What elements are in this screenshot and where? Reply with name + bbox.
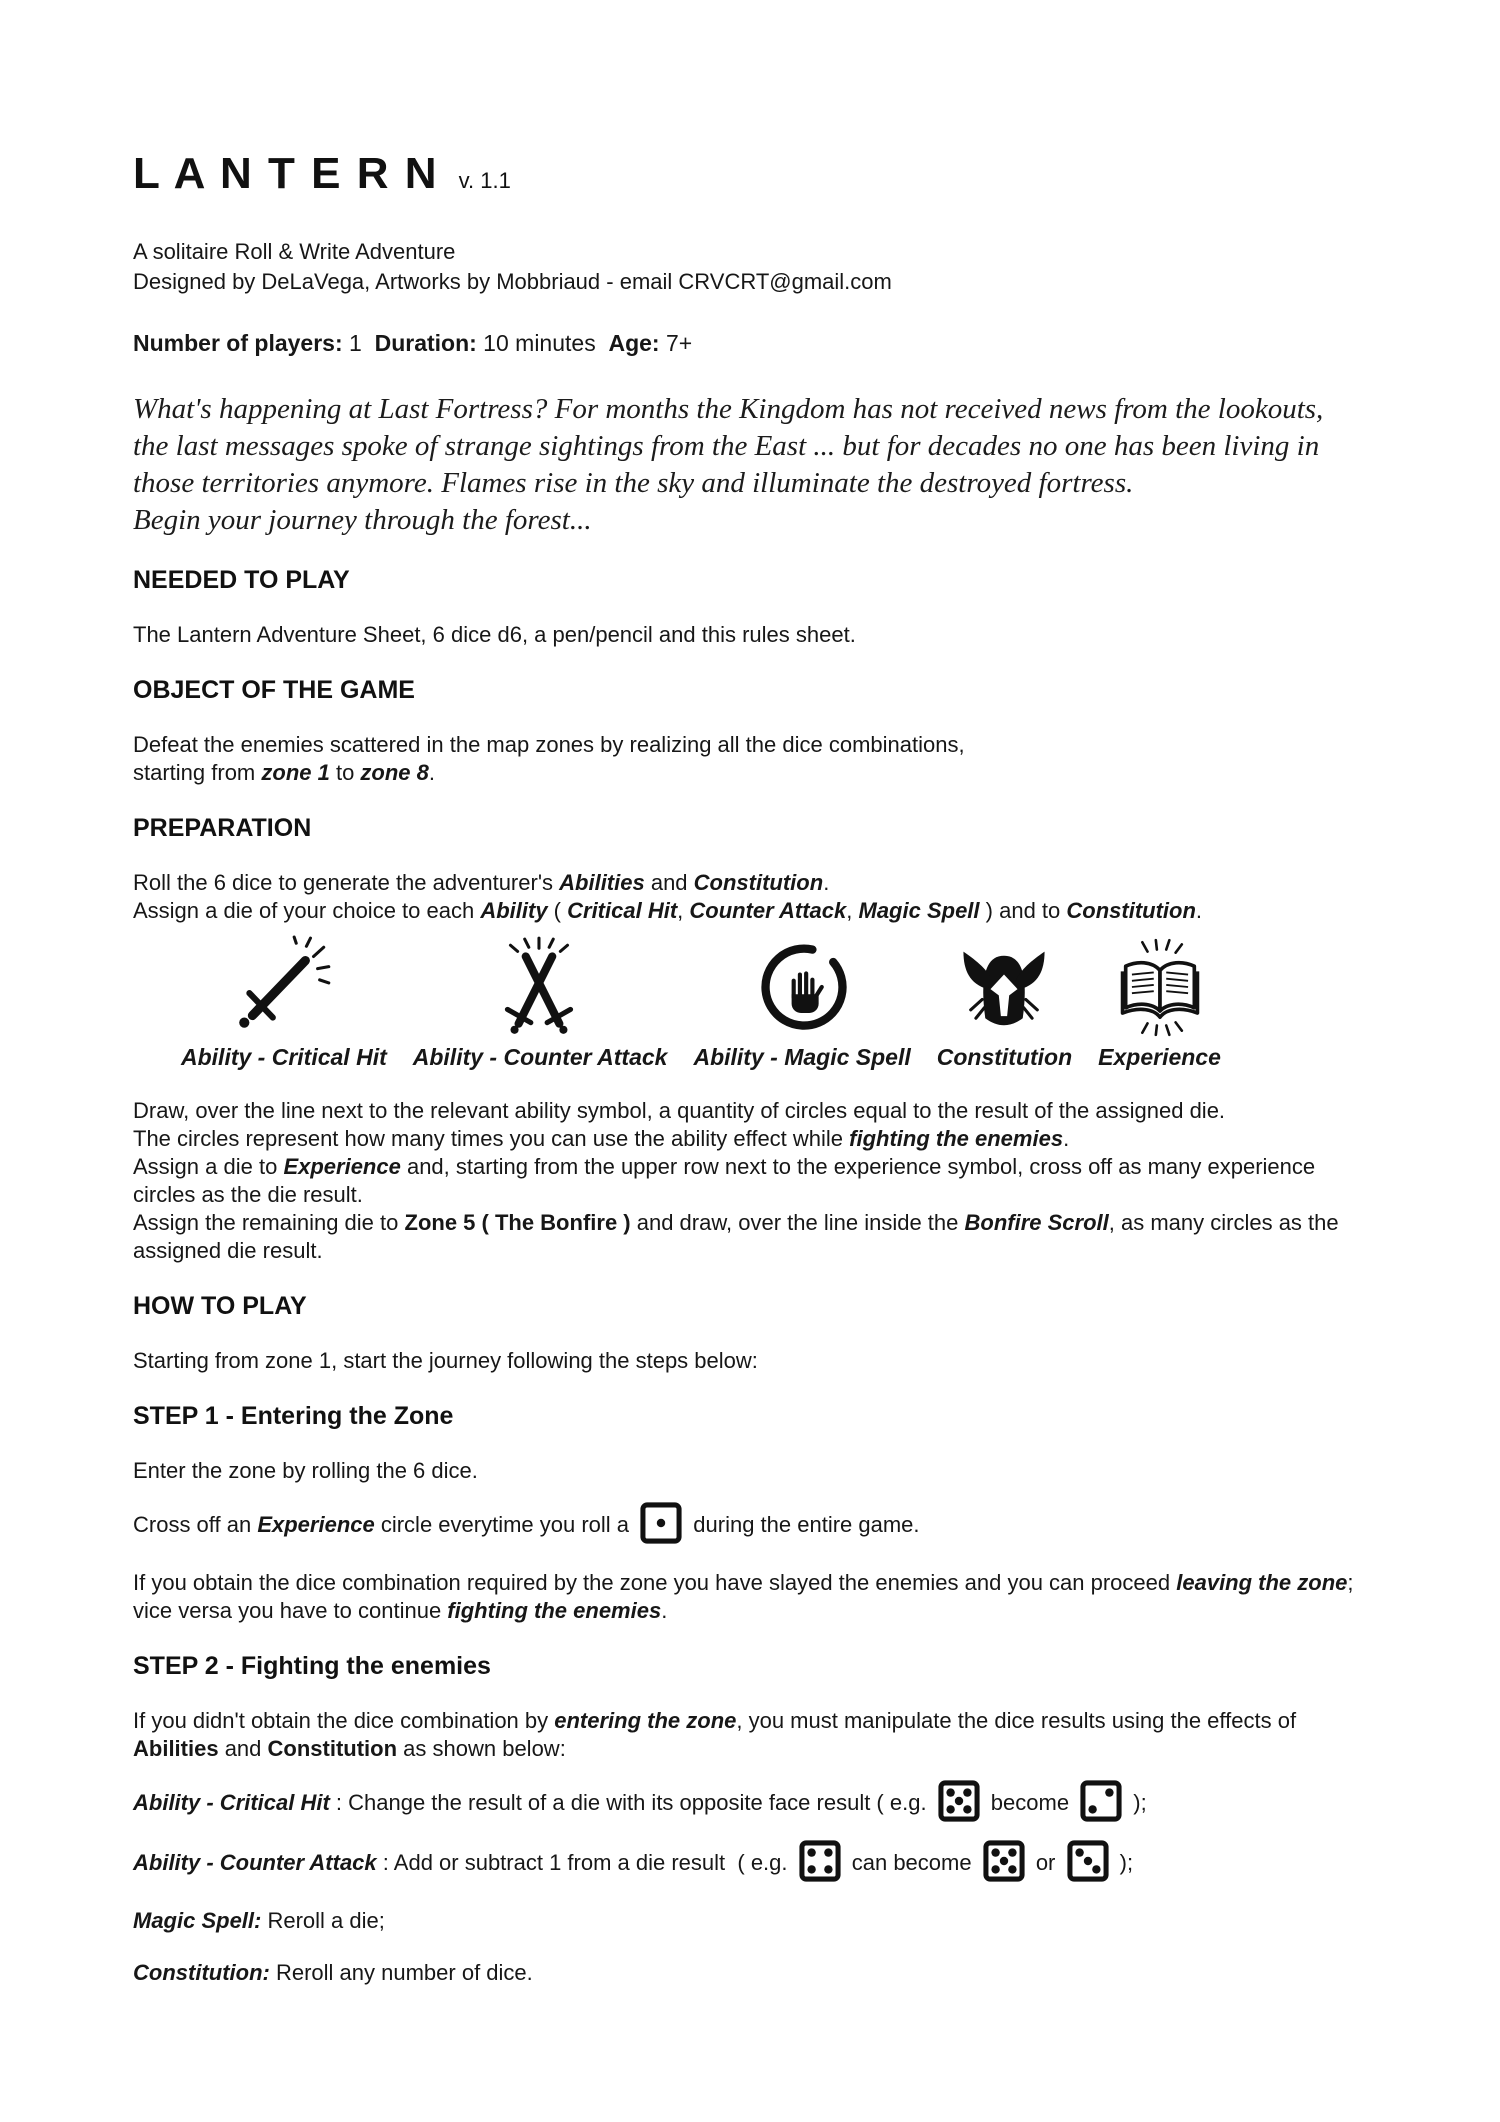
text-segment: Assign a die of your choice to each	[133, 898, 481, 923]
text-segment: Duration:	[374, 330, 477, 356]
icon-label-constitution: Constitution	[936, 1044, 1073, 1070]
text-segment: starting from	[133, 760, 262, 785]
step2-constitution-rule	[133, 1959, 1380, 1987]
text-segment: : Change the result of a die with its opposite face result ( e.g.	[329, 1790, 933, 1815]
text-segment: entering the zone	[554, 1708, 737, 1733]
text-segment: Ability - Counter Attack	[133, 1850, 377, 1875]
heading-needed-to-play: NEEDED TO PLAY	[133, 566, 350, 594]
step1-roll-line: Enter the zone by rolling the 6 dice.	[133, 1458, 478, 1483]
game-meta	[133, 329, 1380, 357]
text-segment: Counter Attack	[689, 898, 847, 923]
text-segment: );	[1127, 1790, 1147, 1815]
text-segment: Zone 5 ( The Bonfire )	[404, 1210, 631, 1235]
die-3-icon	[1067, 1839, 1109, 1883]
text-segment: Experience	[257, 1512, 375, 1537]
icon-label-counter-attack: Ability - Counter Attack	[412, 1044, 668, 1070]
icon-label-critical-hit: Ability - Critical Hit	[181, 1044, 387, 1070]
text-segment: .	[661, 1598, 668, 1623]
text-segment: Magic Spell:	[133, 1908, 262, 1933]
subtitle: A solitaire Roll & Write Adventure	[133, 239, 456, 264]
byline-block	[133, 237, 1380, 297]
experience-book-icon	[1104, 935, 1216, 1039]
text-segment: and draw, over the line inside the	[630, 1210, 965, 1235]
text-segment: fighting the enemies	[849, 1126, 1064, 1151]
object-line	[133, 731, 1380, 759]
text-segment: Reroll any number of dice.	[269, 1960, 533, 1985]
text-segment: Ability	[480, 898, 548, 923]
text-segment: , you must manipulate the dice results using the effects of	[736, 1708, 1303, 1733]
preparation-detail-line	[133, 1097, 1380, 1125]
text-segment: Constitution	[1066, 898, 1196, 923]
flavor-text	[133, 391, 1380, 539]
preparation-detail-line	[133, 1153, 1380, 1209]
text-segment: Magic Spell	[858, 898, 980, 923]
text-segment: Experience	[283, 1154, 401, 1179]
text-segment: Assign the remaining die to	[133, 1210, 405, 1235]
needed-body: The Lantern Adventure Sheet, 6 dice d6, a pen/pencil and this rules sheet.	[133, 622, 856, 647]
step2-counter-attack-rule	[133, 1839, 1380, 1883]
text-segment: Number of players:	[133, 330, 343, 356]
text-segment: If you didn't obtain the dice combination by	[133, 1708, 555, 1733]
text-segment: or	[1029, 1850, 1062, 1875]
flavor-line: the last messages spoke of strange sightings from the East ... but for decades no one has been living in	[133, 430, 1320, 462]
text-segment: If you obtain the dice combination required by the zone you have slayed the enemies and you can proceed	[133, 1570, 1177, 1595]
step2-intro-line	[133, 1707, 1380, 1763]
text-segment: .	[428, 760, 436, 785]
text-segment: Constitution	[693, 870, 824, 895]
text-segment: and	[218, 1736, 268, 1761]
version-label: v. 1.1	[458, 168, 511, 193]
text-segment: Constitution	[267, 1736, 398, 1761]
ability-icon-row	[181, 935, 1380, 1071]
critical-hit-sword-icon	[228, 935, 340, 1039]
text-segment: Cross off an	[133, 1512, 258, 1537]
text-segment: );	[1113, 1850, 1134, 1875]
text-segment: Roll the 6 dice to generate the adventurer's	[133, 870, 560, 895]
heading-step-2: STEP 2 - Fighting the enemies	[133, 1652, 491, 1680]
die-4-icon	[799, 1839, 841, 1883]
magic-spell-hand-icon	[746, 935, 858, 1039]
die-5-icon	[983, 1839, 1025, 1883]
flavor-line: What's happening at Last Fortress? For months the Kingdom has not received news from the lookouts,	[133, 393, 1324, 425]
text-segment: Bonfire Scroll	[964, 1210, 1109, 1235]
text-segment: and, starting from the upper row next to the experience symbol, cross off as many experience circles as the die result.	[133, 1154, 1322, 1207]
text-segment: zone 1	[261, 760, 330, 785]
step2-magic-spell-rule	[133, 1907, 1380, 1935]
heading-preparation: PREPARATION	[133, 814, 312, 842]
text-segment: Draw, over the line next to the relevant ability symbol, a quantity of circles equal to the result of the assigned die.	[133, 1098, 1226, 1123]
text-segment: : Add or subtract 1 from a die result ( e.g.	[376, 1850, 794, 1875]
text-segment: ,	[677, 898, 690, 923]
text-segment: Abilities	[133, 1736, 219, 1761]
text-segment: , as many circles as the assigned die result.	[133, 1210, 1345, 1263]
text-segment: fighting the enemies	[447, 1598, 662, 1623]
object-line	[133, 759, 1380, 787]
text-segment: ; vice versa you have to continue	[133, 1570, 1360, 1623]
preparation-line	[133, 897, 1380, 925]
die-5-icon	[938, 1779, 980, 1823]
text-segment: and	[644, 870, 694, 895]
text-segment: .	[1063, 1126, 1070, 1151]
icon-label-magic-spell: Ability - Magic Spell	[693, 1044, 911, 1070]
text-segment: Critical Hit	[567, 898, 678, 923]
text-segment: Defeat the enemies scattered in the map zones by realizing all the dice combinations,	[133, 732, 965, 757]
text-segment: zone 8	[360, 760, 429, 785]
experience-item	[1098, 935, 1221, 1071]
text-segment: to	[329, 760, 361, 785]
icon-label-experience: Experience	[1098, 1044, 1221, 1070]
how-to-play-intro: Starting from zone 1, start the journey following the steps below:	[133, 1348, 758, 1373]
text-segment: .	[823, 870, 830, 895]
text-segment: leaving the zone	[1176, 1570, 1348, 1595]
preparation-detail-line	[133, 1125, 1380, 1153]
preparation-detail-line	[133, 1209, 1380, 1265]
text-segment: during the entire game.	[687, 1512, 920, 1537]
constitution-item	[937, 935, 1072, 1071]
text-segment: circle everytime you roll a	[374, 1512, 636, 1537]
die-2-icon	[1080, 1779, 1122, 1823]
heading-step-1: STEP 1 - Entering the Zone	[133, 1402, 454, 1430]
title-row	[133, 149, 1380, 198]
preparation-details	[133, 1097, 1380, 1265]
text-segment: Abilities	[559, 870, 645, 895]
ability-magic-spell-item	[693, 935, 910, 1071]
preparation-line	[133, 869, 1380, 897]
text-segment: ) and to	[979, 898, 1067, 923]
text-segment: ,	[846, 898, 859, 923]
ability-critical-hit-item	[181, 935, 387, 1071]
text-segment: as shown below:	[397, 1736, 566, 1761]
step2-critical-hit-rule	[133, 1779, 1380, 1823]
text-segment: The circles represent how many times you can use the ability effect while	[133, 1126, 850, 1151]
flavor-line: those territories anymore. Flames rise in the sky and illuminate the destroyed fortress.	[133, 467, 1134, 499]
text-segment: become	[984, 1790, 1076, 1815]
die-1-icon	[640, 1501, 682, 1545]
step1-experience-line	[133, 1501, 1380, 1545]
page-title: L A N T E R N	[133, 149, 439, 198]
text-segment: Constitution:	[133, 1960, 270, 1985]
text-segment: .	[1195, 898, 1203, 923]
text-segment: 10 minutes	[476, 330, 609, 356]
text-segment: Ability - Critical Hit	[133, 1790, 330, 1815]
text-segment: 1	[342, 330, 375, 356]
heading-object-of-the-game: OBJECT OF THE GAME	[133, 676, 415, 704]
text-segment: can become	[845, 1850, 978, 1875]
text-segment: Reroll a die;	[261, 1908, 385, 1933]
credits-line: Designed by DeLaVega, Artworks by Mobbriaud - email CRVCRT@gmail.com	[133, 269, 892, 294]
text-segment: 7+	[659, 330, 693, 356]
text-segment: Age:	[608, 330, 660, 356]
counter-attack-crossed-swords-icon	[484, 935, 596, 1039]
ability-counter-attack-item	[413, 935, 668, 1071]
text-segment: Assign a die to	[133, 1154, 284, 1179]
flavor-line: Begin your journey through the forest...	[133, 504, 592, 536]
constitution-helmet-icon	[948, 935, 1060, 1039]
step1-outcome-line	[133, 1569, 1380, 1625]
heading-how-to-play: HOW TO PLAY	[133, 1292, 307, 1320]
text-segment: (	[547, 898, 568, 923]
